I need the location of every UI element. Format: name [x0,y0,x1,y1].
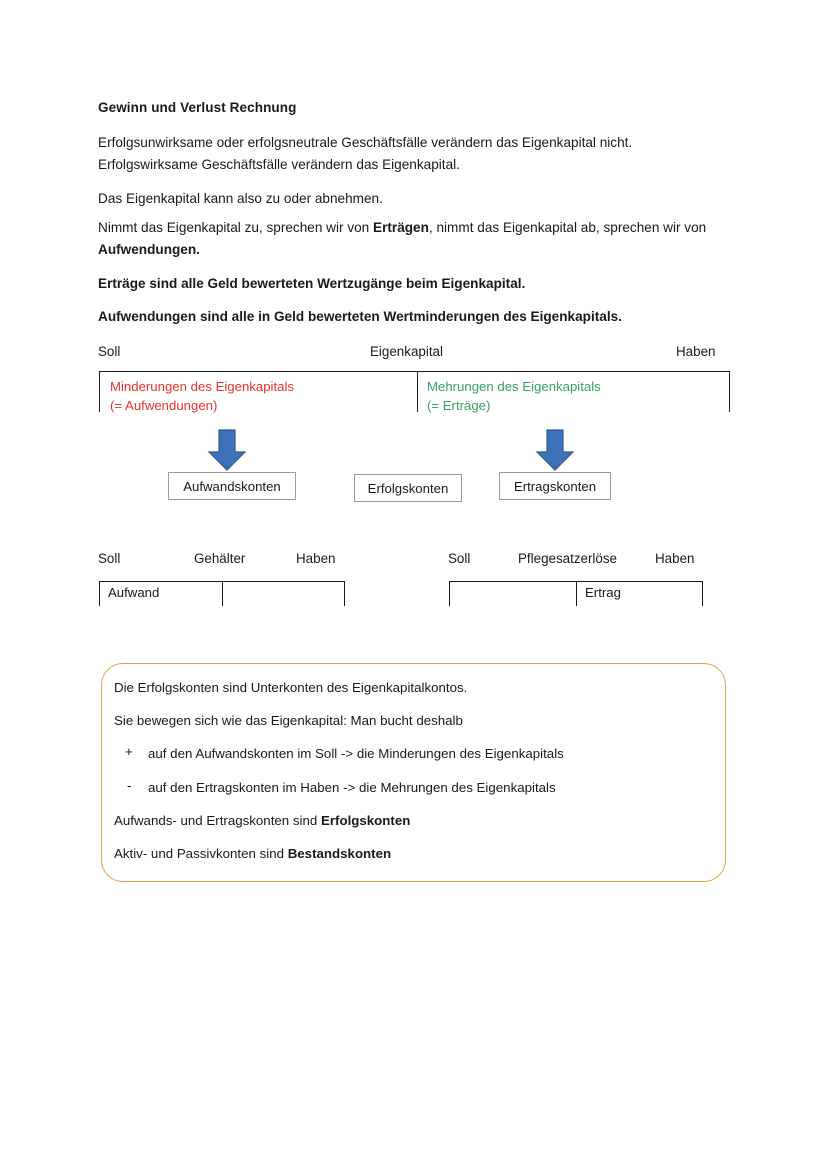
term-aufwendungen: Aufwendungen. [98,242,200,257]
box-label: Ertragskonten [513,478,597,494]
page-title: Gewinn und Verlust Rechnung [98,100,297,115]
gehaelter-debit-entry: Aufwand [108,585,160,600]
eigenkapital-center-divider [417,371,418,412]
debit-entry-line2: (= Aufwendungen) [110,398,218,413]
down-arrow-icon-aufwand [206,428,248,472]
box-erfolgskonten [354,474,462,502]
paragraph-line: Erfolgsunwirksame oder erfolgsneutrale Geschäftsfälle verändern das Eigenkapital nicht. [98,135,633,150]
pflegesatzerloese-soll-label: Soll [448,551,471,566]
box-label: Erfolgskonten [367,480,449,496]
gehaelter-soll-label: Soll [98,551,121,566]
gehaelter-account-title: Gehälter [194,551,246,566]
eigenkapital-haben-label: Haben [676,344,716,359]
paragraph-eigenkapital-veraenderung: Das Eigenkapital kann also zu oder abnehmen. [98,191,383,206]
credit-entry-line2: (= Erträge) [427,398,491,413]
eigenkapital-credit-entry [427,377,601,415]
box-aufwandskonten [168,472,296,500]
box-label: Aufwandskonten [183,478,281,494]
gehaelter-center-divider [222,581,223,606]
callout-bullet-ertragskonten: auf den Ertragskonten im Haben -> die Mehrungen des Eigenkapitals [148,780,556,795]
bullet-plus-marker: + [125,744,133,759]
credit-entry-line1: Mehrungen des Eigenkapitals [427,379,601,394]
down-arrow-icon-ertrag [534,428,576,472]
callout-text: Aktiv- und Passivkonten sind [114,846,288,861]
term-ertraegen: Erträgen [373,220,429,235]
pflegesatzerloese-account-title: Pflegesatzerlöse [518,551,617,566]
pflegesatzerloese-credit-entry: Ertrag [585,585,621,600]
paragraph-erfolgswirksamkeit [98,132,734,176]
paragraph-text: Nimmt das Eigenkapital zu, sprechen wir von [98,220,374,235]
bullet-minus-marker: - [127,778,132,793]
eigenkapital-soll-label: Soll [98,344,121,359]
term-bestandskonten: Bestandskonten [287,846,392,861]
callout-line-erfolgskonten [114,811,410,830]
definition-ertraege: Erträge sind alle Geld bewerteten Wertzugänge beim Eigenkapital. [98,276,526,291]
paragraph-text: , nimmt das Eigenkapital ab, sprechen wir von [428,220,707,235]
pflegesatzerloese-haben-label: Haben [655,551,695,566]
callout-line-bestandskonten [114,844,391,863]
callout-line-unterkonten: Die Erfolgskonten sind Unterkonten des Eigenkapitalkontos. [114,680,468,695]
callout-line-bewegung: Sie bewegen sich wie das Eigenkapital: Man bucht deshalb [114,713,463,728]
eigenkapital-debit-entry [110,377,294,415]
term-erfolgskonten: Erfolgskonten [320,813,411,828]
box-ertragskonten [499,472,611,500]
paragraph-ertraege-aufwendungen [98,217,734,261]
eigenkapital-account-title: Eigenkapital [370,344,443,359]
callout-text: Aufwands- und Ertragskonten sind [114,813,321,828]
gehaelter-haben-label: Haben [296,551,336,566]
paragraph-line: Erfolgswirksame Geschäftsfälle verändern das Eigenkapital. [98,157,460,172]
definition-aufwendungen: Aufwendungen sind alle in Geld bewerteten Wertminderungen des Eigenkapitals. [98,309,622,324]
debit-entry-line1: Minderungen des Eigenkapitals [110,379,295,394]
callout-bullet-aufwandskonten: auf den Aufwandskonten im Soll -> die Minderungen des Eigenkapitals [148,746,564,761]
pflegesatzerloese-center-divider [576,581,577,606]
